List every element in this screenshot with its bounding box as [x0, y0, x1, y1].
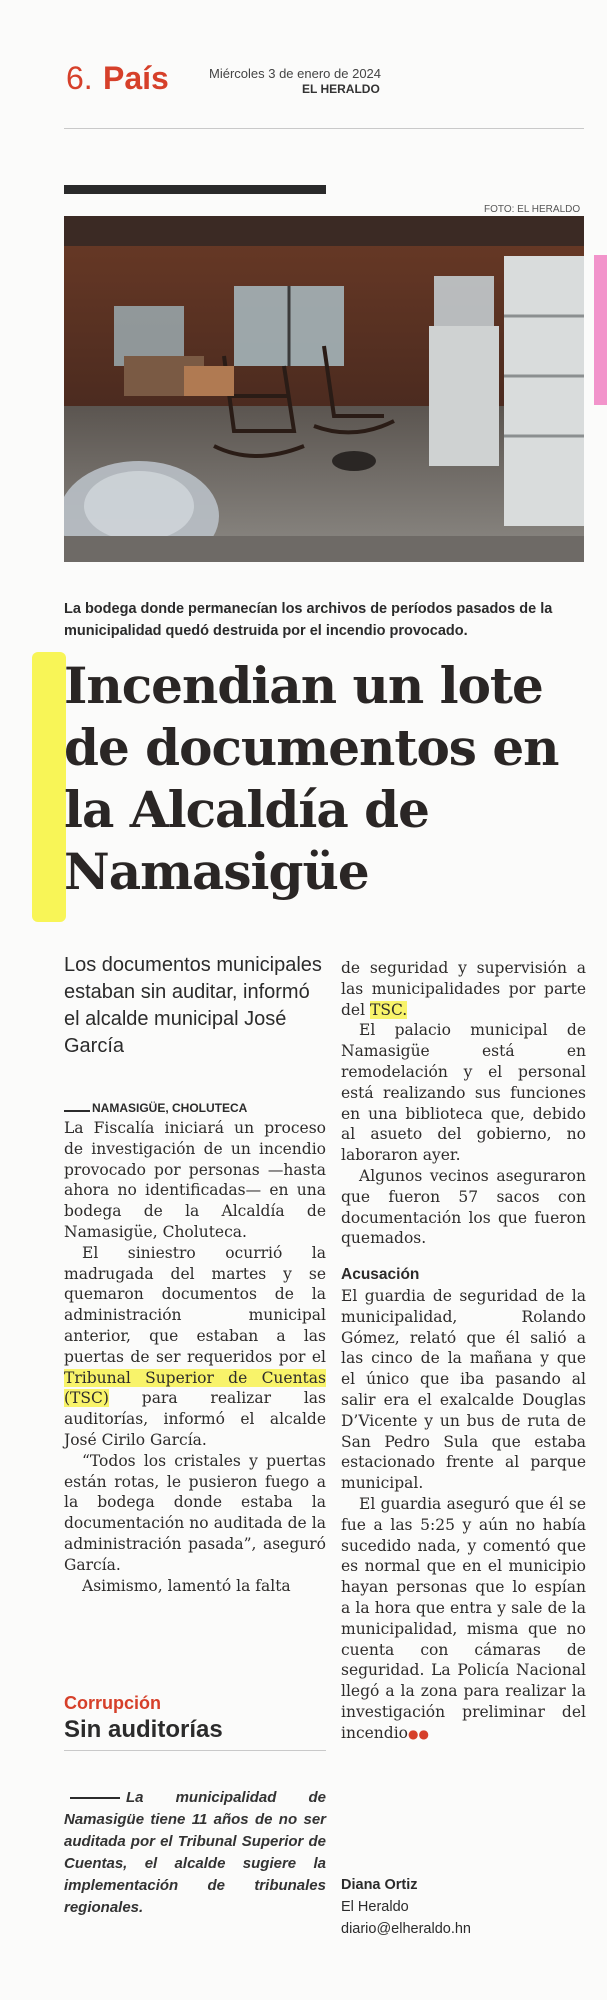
text-run: para realizar las auditorías, informó el alcalde José Cirilo García.: [64, 1389, 326, 1449]
photo-scene: [64, 216, 584, 562]
article-photo: [64, 216, 584, 562]
paragraph: La Fiscalía iniciará un proceso de investigación de un incendio provocado por personas —hasta ahora no identificadas— en una bodega de la Alcaldía de Namasigüe, Choluteca.: [64, 1119, 326, 1241]
paragraph: [341, 958, 586, 1020]
paragraph: El guardia de seguridad de la municipalidad, Rolando Gómez, relató que él salió a las cinco de la mañana y que el único que iba pasando al salir era el exalcalde Douglas D’Vicente y un bus de ruta de San Pedro Sula que estaba estacionado frente al parque municipal.: [341, 1286, 586, 1493]
highlighter-mark: [32, 652, 66, 922]
newspaper-name: EL HERALDO: [302, 82, 380, 96]
highlighted-text: TSC.: [369, 1000, 408, 1019]
paragraph: Algunos vecinos aseguraron que fueron 57 sacos con documentación los que fueron quemados.: [341, 1166, 586, 1248]
issue-date: Miércoles 3 de enero de 2024: [209, 66, 382, 81]
end-mark-icon: ●●: [408, 1726, 429, 1741]
page-edge-mark: [594, 255, 607, 405]
byline-email[interactable]: diario@elheraldo.hn: [341, 1921, 471, 1937]
paragraph: [341, 1494, 586, 1745]
headline: Incendian un lote de documentos en la Alcaldía de Namasigüe: [64, 656, 559, 901]
section-bar: [64, 185, 326, 194]
text-run: El siniestro ocurrió la madrugada del martes y se quemaron documentos de la administración municipal anterior, que estaban a las puertas de ser requeridos por el: [64, 1243, 326, 1366]
photo-caption: La bodega donde permanecían los archivos de períodos pasados de la municipalidad quedó destruida por el incendio provocado.: [64, 601, 553, 639]
paragraph: Asimismo, lamentó la falta: [82, 1576, 291, 1595]
section-name: País: [103, 60, 169, 96]
dateline: NAMASIGÜE, CHOLUTECA: [92, 1101, 248, 1115]
sidebar-rule: [64, 1750, 326, 1751]
byline-name: Diana Ortiz: [341, 1877, 418, 1893]
highlighted-text: Tribunal Superior de Cuentas (TSC): [64, 1368, 326, 1408]
column-1: [64, 1118, 326, 1596]
subhead: Acusación: [341, 1266, 420, 1284]
sidebar-title: Sin auditorías: [64, 1716, 223, 1743]
column-2: [341, 958, 586, 1744]
sidebar-kicker: Corrupción: [64, 1693, 161, 1713]
paragraph: El palacio municipal de Namasigüe está en remodelación y el personal está realizando sus funciones en una biblioteca que, debido al asueto del gobierno, no laboraron ayer.: [341, 1021, 586, 1165]
dateline-rule: [64, 1110, 90, 1112]
text-run: de seguridad y supervisión a las municipalidades por parte del: [341, 959, 586, 1019]
header-rule: [64, 128, 584, 129]
sidebar-text: La municipalidad de Namasigüe tiene 11 años de no ser auditada por el Tribunal Superior de Cuentas, el alcalde sugiere la implementación de tribunales regionales.: [64, 1789, 326, 1916]
paragraph: “Todos los cristales y puertas están rotas, le pusieron fuego a la bodega donde estaba la documentación no auditada de la administración pasada”, aseguró García.: [64, 1451, 326, 1574]
photo-credit: FOTO: EL HERALDO: [484, 204, 581, 215]
paragraph: [64, 1243, 326, 1451]
section-number: 6.: [66, 60, 93, 96]
byline-org: El Heraldo: [341, 1899, 409, 1915]
text-run: El guardia aseguró que él se fue a las 5:25 y aún no había sucedido nada, y comentó que es normal que en el municipio hayan personas que lo espían a la hora que entra y sale de la municipalidad, misma que no cuenta con cámaras de seguridad. La Policía Nacional llegó a la zona para realizar la investigación preliminar del incendio: [341, 1494, 586, 1742]
article-lead: Los documentos municipales estaban sin auditar, informó el alcalde municipal José García: [64, 954, 322, 1057]
